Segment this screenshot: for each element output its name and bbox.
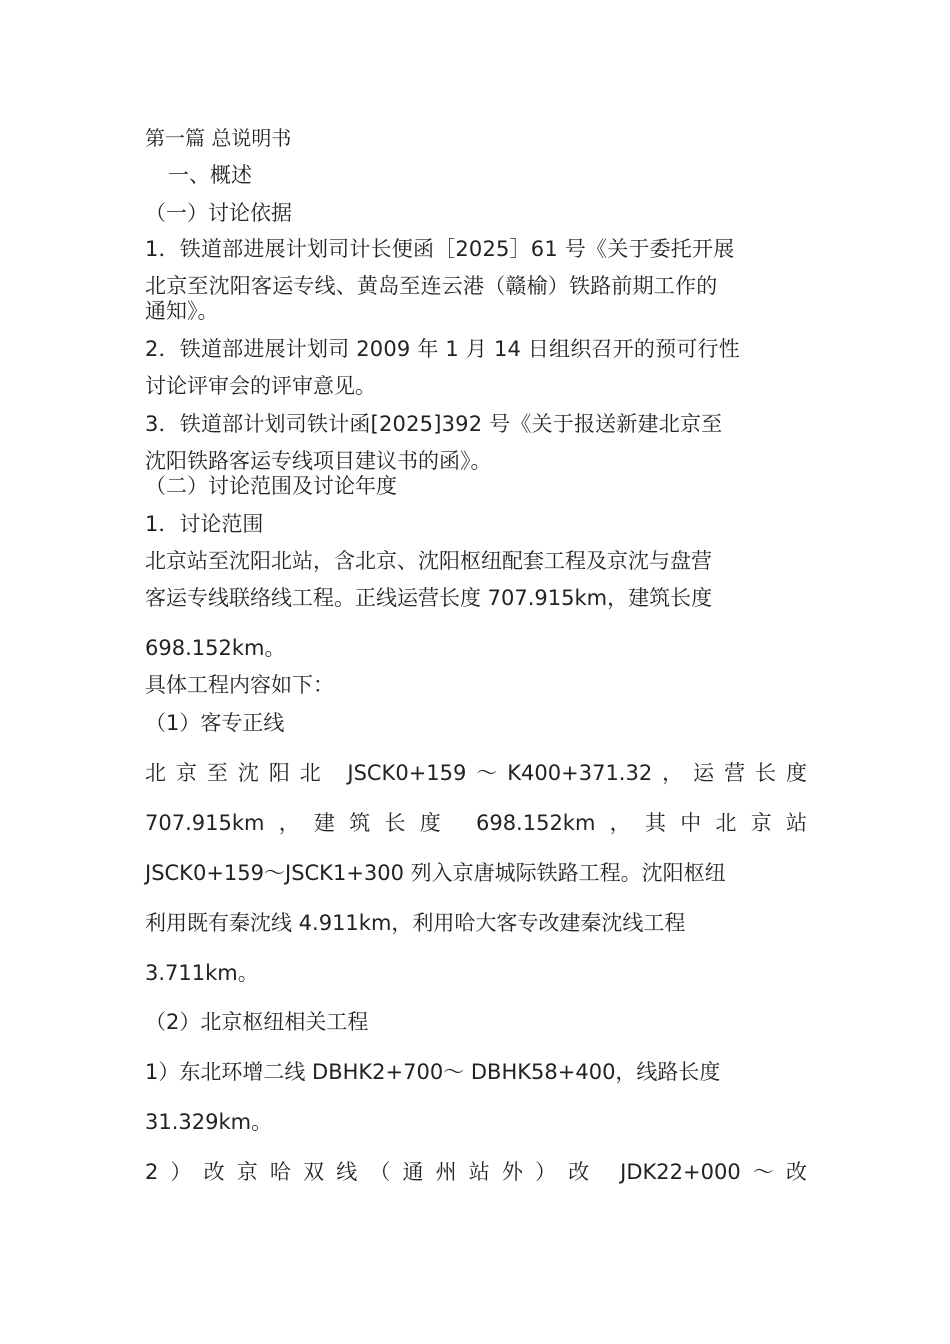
part-title: 第一篇 总说明书 [145, 126, 292, 150]
main-line-paragraph-line-4: 利用既有秦沈线 4.911km，利用哈大客专改建秦沈线工程 [145, 911, 686, 935]
basis-item-3-line-2: 沈阳铁路客运专线项目建议书的函》。 [145, 449, 492, 473]
basis-item-2-line-1: 2．铁道部进展计划司 2009 年 1 月 14 日组织召开的预可行性 [145, 337, 740, 361]
basis-item-1-line-1: 1．铁道部进展计划司计长便函［2025］61 号《关于委托开展 [145, 237, 735, 261]
scope-paragraph-line-2: 客运专线联络线工程。正线运营长度 707.915km，建筑长度 [145, 586, 713, 610]
scope-paragraph-line-1: 北京站至沈阳北站，含北京、沈阳枢纽配套工程及京沈与盘营 [145, 549, 712, 573]
basis-item-3-line-1: 3．铁道部计划司铁计函[2025]392 号《关于报送新建北京至 [145, 412, 723, 436]
item-heading-beijing-hub: （2）北京枢纽相关工程 [145, 1010, 369, 1034]
basis-item-1-line-3: 通知》。 [145, 299, 219, 323]
beijing-hub-item-1-line-2: 31.329km。 [145, 1110, 273, 1134]
contents-intro: 具体工程内容如下： [145, 673, 334, 697]
main-line-paragraph-line-3: JSCK0+159～JSCK1+300 列入京唐城际铁路工程。沈阳枢纽 [145, 861, 726, 885]
scope-paragraph-line-3: 698.152km。 [145, 636, 286, 660]
main-line-paragraph-line-2: 707.915km，建筑长度 698.152km，其中北京站 [145, 811, 807, 835]
scope-heading: 1．讨论范围 [145, 512, 264, 536]
basis-item-2-line-2: 讨论评审会的评审意见。 [145, 374, 376, 398]
basis-item-1-line-2: 北京至沈阳客运专线、黄岛至连云港（赣榆）铁路前期工作的 [145, 274, 718, 298]
main-line-paragraph-line-1: 北京至沈阳北 JSCK0+159～K400+371.32，运营长度 [145, 761, 807, 785]
beijing-hub-item-1-line-1: 1）东北环增二线 DBHK2+700～ DBHK58+400，线路长度 [145, 1060, 721, 1084]
section-heading: 一、概述 [168, 163, 252, 187]
subsection-heading: （一）讨论依据 [145, 201, 292, 225]
subsection-heading-scope: （二）讨论范围及讨论年度 [145, 474, 397, 498]
main-line-paragraph-line-5: 3.711km。 [145, 961, 259, 985]
beijing-hub-item-2-line-1: 2）改京哈双线（通州站外）改 JDK22+000～改 [145, 1160, 807, 1184]
item-heading-main-line: （1）客专正线 [145, 711, 285, 735]
